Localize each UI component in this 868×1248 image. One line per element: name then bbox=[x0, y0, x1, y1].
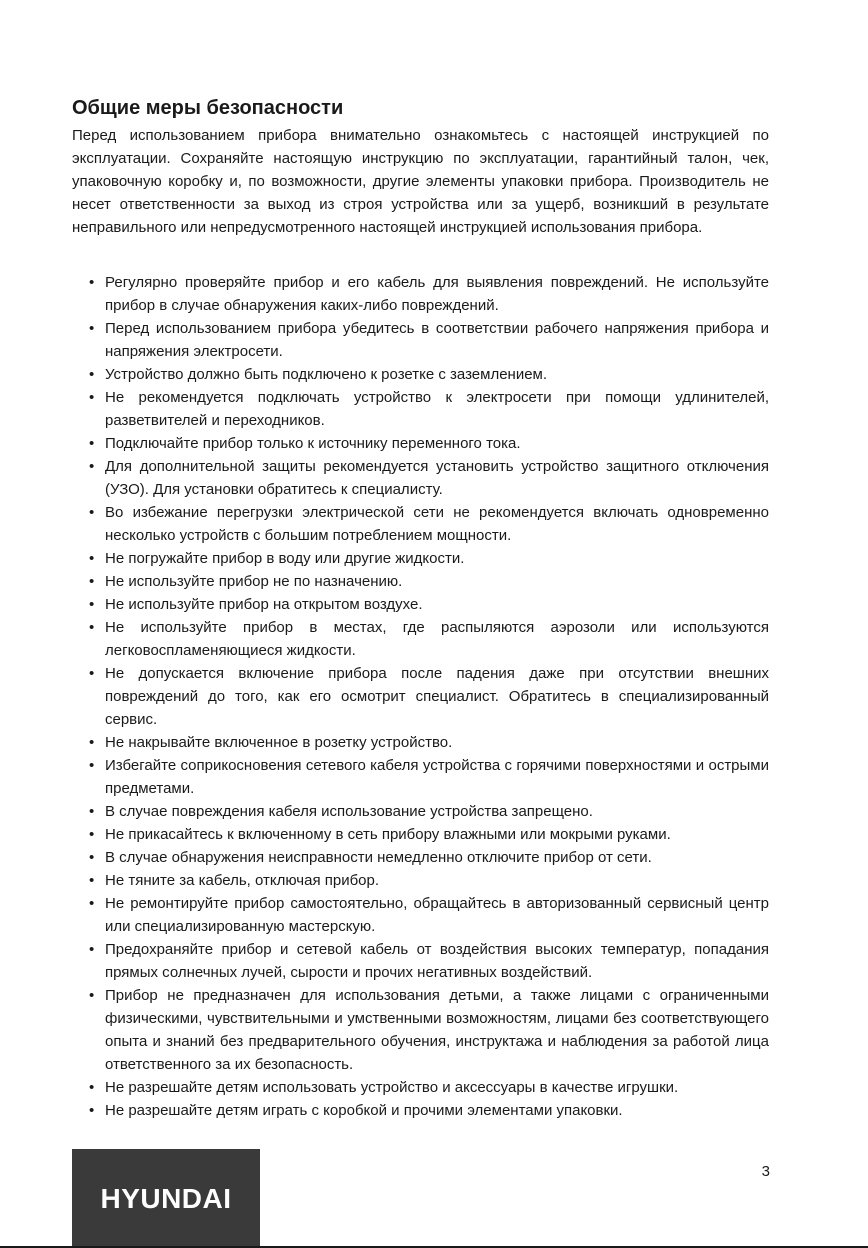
list-item: • Устройство должно быть подключено к розетке с заземлением. bbox=[72, 363, 769, 386]
list-item: • Перед использованием прибора убедитесь в соответствии рабочего напряжения прибора и напряжения электросети. bbox=[72, 317, 769, 363]
hyundai-logo bbox=[72, 1149, 260, 1248]
list-item: • Не ремонтируйте прибор самостоятельно, обращайтесь в авторизованный сервисный центр или специализированную мастерскую. bbox=[72, 892, 769, 938]
list-item: • Во избежание перегрузки электрической сети не рекомендуется включать одновременно несколько устройств с большим потреблением мощности. bbox=[72, 501, 769, 547]
list-item: • Прибор не предназначен для использования детьми, а также лицами с ограниченными физическими, чувствительными и умственными возможностям, лицами без соответствующего опыта и знаний без предварительного обучения, инструктажа и наблюдения за работой лица ответственного за их безопасность. bbox=[72, 984, 769, 1076]
list-item: • Подключайте прибор только к источнику переменного тока. bbox=[72, 432, 769, 455]
list-item: • Не тяните за кабель, отключая прибор. bbox=[72, 869, 769, 892]
list-item: • Предохраняйте прибор и сетевой кабель от воздействия высоких температур, попадания прямых солнечных лучей, сырости и прочих негативных воздействий. bbox=[72, 938, 769, 984]
list-item: • В случае повреждения кабеля использование устройства запрещено. bbox=[72, 800, 769, 823]
safety-rules-list bbox=[72, 271, 769, 1122]
list-item: • Не рекомендуется подключать устройство к электросети при помощи удлинителей, разветвителей и переходников. bbox=[72, 386, 769, 432]
list-item: • Не допускается включение прибора после падения даже при отсутствии внешних повреждений до того, как его осмотрит специалист. Обратитесь в специализированный сервис. bbox=[72, 662, 769, 731]
list-item: • Не используйте прибор в местах, где распыляются аэрозоли или используются легковоспламеняющиеся жидкости. bbox=[72, 616, 769, 662]
brand-wordmark: HYUNDAI bbox=[100, 1182, 232, 1214]
list-item: • Избегайте соприкосновения сетевого кабеля устройства с горячими поверхностями и острыми предметами. bbox=[72, 754, 769, 800]
list-item: • В случае обнаружения неисправности немедленно отключите прибор от сети. bbox=[72, 846, 769, 869]
list-item: • Регулярно проверяйте прибор и его кабель для выявления повреждений. Не используйте прибор в случае обнаружения каких-либо повреждений. bbox=[72, 271, 769, 317]
list-item: • Не разрешайте детям использовать устройство и аксессуары в качестве игрушки. bbox=[72, 1076, 769, 1099]
page-number: 3 bbox=[761, 1163, 770, 1180]
list-item: • Не используйте прибор на открытом воздухе. bbox=[72, 593, 769, 616]
intro-paragraph: Перед использованием прибора внимательно ознакомьтесь с настоящей инструкцией по эксплуатации. Сохраняйте настоящую инструкцию по эксплуатации, гарантийный талон, чек, упаковочную коробку и, по возможности, другие элементы упаковки прибора. Производитель не несет ответственности за выход из строя устройства или за ущерб, возникший в результате неправильного или непредусмотренного настоящей инструкцией использования прибора. bbox=[72, 127, 769, 236]
list-item: • Не накрывайте включенное в розетку устройство. bbox=[72, 731, 769, 754]
list-item: • Не используйте прибор не по назначению. bbox=[72, 570, 769, 593]
list-item: • Не погружайте прибор в воду или другие жидкости. bbox=[72, 547, 769, 570]
list-item: • Не прикасайтесь к включенному в сеть прибору влажными или мокрыми руками. bbox=[72, 823, 769, 846]
list-item: • Для дополнительной защиты рекомендуется установить устройство защитного отключения (УЗО). Для установки обратитесь к специалисту. bbox=[72, 455, 769, 501]
list-item: • Не разрешайте детям играть с коробкой и прочими элементами упаковки. bbox=[72, 1099, 769, 1122]
page-title: Общие меры безопасности bbox=[72, 97, 344, 119]
